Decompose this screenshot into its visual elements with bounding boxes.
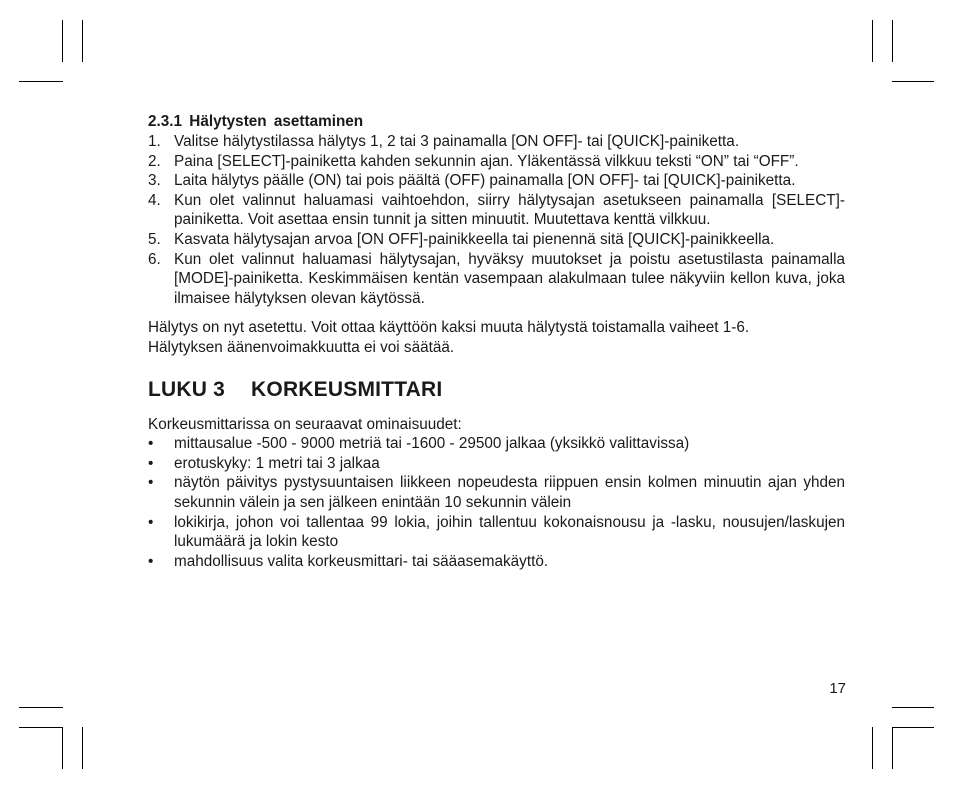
bullet-icon: •	[148, 454, 154, 472]
page-number: 17	[829, 680, 846, 697]
chapter-number: LUKU 3	[148, 377, 226, 401]
crop-mark	[892, 81, 934, 82]
step-text: Kun olet valinnut haluamasi vaihtoehdon, siirry hälytysajan asetukseen painamalla [SELECT]-painiketta. Voit asettaa ensin tunnit ja sitten minuutit. Muutettava kenttä vilkkuu.	[174, 191, 845, 229]
page-content	[148, 112, 845, 571]
crop-mark	[19, 707, 63, 708]
step-text: Kasvata hälytysajan arvoa [ON OFF]-painikkeella tai pienennä sitä [QUICK]-painikkeella.	[174, 230, 775, 248]
list-item	[148, 152, 845, 172]
bullet-icon: •	[148, 474, 154, 492]
crop-mark	[62, 727, 63, 769]
paragraph-volume-note: Hälytyksen äänenvoimakkuutta ei voi säätää.	[148, 338, 455, 356]
list-item	[148, 473, 845, 512]
step-text: Kun olet valinnut haluamasi hälytysajan, hyväksy muutokset ja poistu asetustilasta painamalla [MODE]-painiketta. Keskimmäisen kentän vasempaan alakulmaan tulee näkyviin kellon kuva, joka ilmaisee hälytyksen olevan käytössä.	[174, 250, 845, 307]
crop-mark	[892, 727, 893, 769]
step-number: 6.	[148, 250, 161, 268]
step-text: Laita hälytys päälle (ON) tai pois päältä (OFF) painamalla [ON OFF]- tai [QUICK]-painiketta.	[174, 172, 796, 190]
list-item	[148, 171, 845, 191]
list-item	[148, 250, 845, 309]
crop-mark	[892, 707, 934, 708]
crop-mark	[892, 727, 934, 728]
feature-text: näytön päivitys pystysuuntaisen liikkeen nopeudesta riippuen ensin kolmen minuutin ajan yhden sekunnin välein ja sen jälkeen enintään 10 sekunnin välein	[174, 474, 845, 511]
list-item	[148, 552, 845, 572]
list-item	[148, 513, 845, 552]
features-list	[148, 434, 845, 571]
list-item	[148, 132, 845, 152]
step-number: 5.	[148, 230, 161, 248]
step-number: 3.	[148, 172, 161, 190]
crop-mark	[872, 20, 873, 62]
crop-mark	[82, 727, 83, 769]
step-number: 1.	[148, 133, 161, 150]
crop-mark	[62, 20, 63, 62]
chapter-title: KORKEUSMITTARI	[251, 377, 443, 401]
section-title: 2.3.1 Hälytysten asettaminen	[148, 113, 364, 130]
feature-text: mittausalue -500 - 9000 metriä tai -1600 - 29500 jalkaa (yksikkö valittavissa)	[174, 435, 690, 453]
step-number: 4.	[148, 191, 161, 209]
bullet-icon: •	[148, 513, 154, 531]
step-number: 2.	[148, 152, 161, 170]
bullet-icon: •	[148, 552, 154, 570]
chapter-heading	[148, 376, 845, 404]
steps-list	[148, 132, 845, 308]
chapter-intro: Korkeusmittarissa on seuraavat ominaisuudet:	[148, 415, 462, 433]
crop-mark	[892, 20, 893, 62]
step-text: Paina [SELECT]-painiketta kahden sekunnin ajan. Yläkentässä vilkkuu teksti “ON” tai “OFF”.	[174, 152, 799, 170]
paragraph-alarm-set: Hälytys on nyt asetettu. Voit ottaa käyttöön kaksi muuta hälytystä toistamalla vaiheet 1-6.	[148, 319, 750, 337]
list-item	[148, 454, 845, 474]
crop-mark	[82, 20, 83, 62]
feature-text: mahdollisuus valita korkeusmittari- tai sääasemakäyttö.	[174, 552, 549, 570]
feature-text: erotuskyky: 1 metri tai 3 jalkaa	[174, 454, 380, 472]
step-text: Valitse hälytystilassa hälytys 1, 2 tai 3 painamalla [ON OFF]- tai [QUICK]-painiketta.	[174, 133, 740, 150]
bullet-icon: •	[148, 435, 154, 453]
list-item	[148, 191, 845, 230]
feature-text: lokikirja, johon voi tallentaa 99 lokia, joihin tallentuu kokonaisnousu ja -lasku, nousujen/laskujen lukumäärä ja lokin kesto	[174, 513, 845, 551]
crop-mark	[19, 727, 63, 728]
list-item	[148, 434, 845, 454]
list-item	[148, 230, 845, 250]
crop-mark	[872, 727, 873, 769]
crop-mark	[19, 81, 63, 82]
